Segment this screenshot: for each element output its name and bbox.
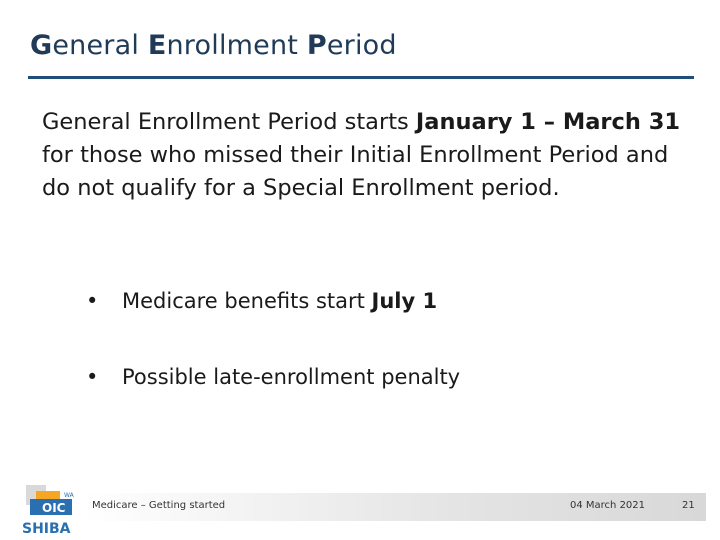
intro-paragraph	[42, 106, 682, 205]
footer-bar	[82, 493, 706, 521]
title-underline	[28, 76, 694, 79]
logo-bottom-text: SHIBA	[22, 521, 71, 537]
title-word-rest: eneral	[52, 30, 148, 61]
bullet-bold-date: July 1	[371, 289, 438, 313]
title-initial-p: P	[306, 30, 327, 61]
bullet-item-late-penalty	[86, 360, 686, 394]
title-initial-e: E	[147, 30, 167, 61]
footer-page-number: 21	[682, 500, 695, 511]
bullet-icon: •	[86, 289, 99, 313]
intro-date-range: January 1 – March 31	[415, 109, 681, 135]
title-initial-g: G	[30, 30, 53, 61]
title-word-rest: nrollment	[166, 30, 307, 61]
bullet-list	[86, 284, 686, 436]
bullet-text: Possible late-enrollment penalty	[122, 365, 461, 389]
logo-small-text: WA	[64, 492, 74, 499]
intro-text: General Enrollment Period starts	[42, 109, 416, 135]
oic-shiba-logo	[20, 481, 76, 537]
logo-main-text: OIC	[42, 501, 66, 515]
footer-presentation-title: Medicare – Getting started	[92, 500, 226, 511]
bullet-text: Medicare benefits start July 1	[122, 289, 438, 313]
bullet-icon: •	[86, 365, 99, 389]
title-word-rest: eriod	[326, 30, 397, 61]
slide-title	[30, 30, 397, 61]
intro-text: for those who missed their Initial Enrollment Period and do not qualify for a Special Enrollment period.	[42, 142, 669, 201]
footer-date: 04 March 2021	[570, 500, 646, 511]
bullet-item-benefits-start	[86, 284, 686, 318]
